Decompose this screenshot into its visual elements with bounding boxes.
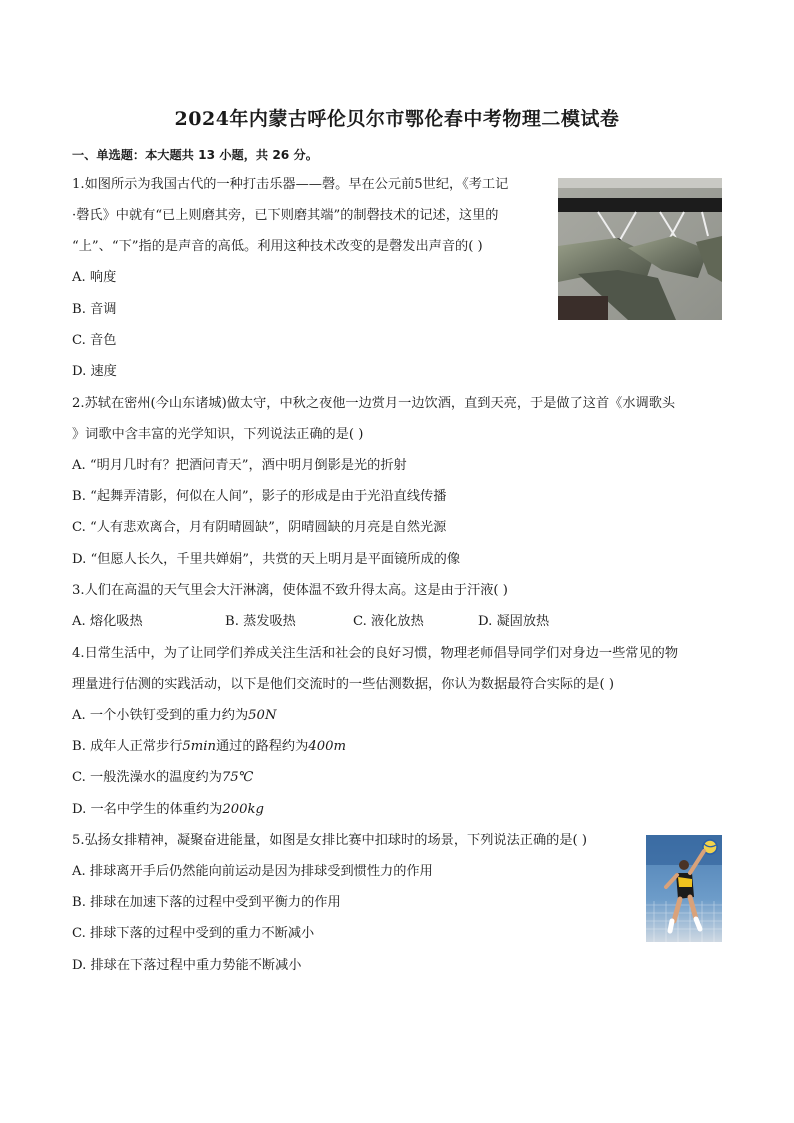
q4-option-d[interactable] [72,801,264,819]
q3-option-a[interactable]: A. 熔化吸热 [72,614,143,629]
q2-option-a[interactable]: A. “明月几时有？把酒问青天”，酒中明月倒影是光的折射 [72,458,407,473]
q4-option-b[interactable] [72,738,346,756]
q2-stem-line-2: 》词歌中含丰富的光学知识，下列说法正确的是( ) [72,427,364,442]
q4-option-b-text: B. 成年人正常步行 [72,739,183,754]
q5-option-c[interactable]: C. 排球下落的过程中受到的重力不断减小 [72,926,315,941]
q4-option-b-time: 5min [182,739,216,754]
q5-option-b[interactable]: B. 排球在加速下落的过程中受到平衡力的作用 [72,895,341,910]
q1-option-c[interactable]: C. 音色 [72,333,117,348]
q3-option-c[interactable]: C. 液化放热 [353,614,424,629]
q4-option-a-text: A. 一个小铁钉受到的重力约为 [72,708,249,723]
q3-option-b[interactable]: B. 蒸发吸热 [225,614,296,629]
q1-option-b[interactable]: B. 音调 [72,302,117,317]
q5-stem: 5.弘扬女排精神，凝聚奋进能量，如图是女排比赛中扣球时的场景，下列说法正确的是( ) [72,833,587,848]
q4-option-d-text: D. 一名中学生的体重约为 [72,802,223,817]
q2-option-c[interactable]: C. “人有悲欢离合，月有阴晴圆缺”，阴晴圆缺的月亮是自然光源 [72,520,447,535]
q1-stem-line-1: 1.如图所示为我国古代的一种打击乐器——磬。早在公元前5世纪，《考工记 [72,177,509,192]
q1-stem-line-2: ·磬氏》中就有“已上则磨其旁，已下则磨其端”的制磬技术的记述，这里的 [72,208,499,223]
q4-option-c-text: C. 一般洗澡水的温度约为 [72,770,222,785]
q5-option-a[interactable]: A. 排球离开手后仍然能向前运动是因为排球受到惯性力的作用 [72,864,433,879]
q1-option-a[interactable]: A. 响度 [72,270,117,285]
q2-stem-line-1: 2.苏轼在密州(今山东诸城)做太守，中秋之夜他一边赏月一边饮酒，直到天亮，于是做了这首《水调歌头 [72,396,676,411]
q4-option-b-text-2: 通过的路程约为 [216,739,309,754]
q2-option-d[interactable]: D. “但愿人长久，千里共婵娟”，共赏的天上明月是平面镜所成的像 [72,552,461,567]
volleyball-spike-image [646,835,722,942]
q4-option-c[interactable] [72,769,253,787]
q4-option-b-distance: 400m [308,739,346,754]
q2-option-b[interactable]: B. “起舞弄清影，何似在人间”，影子的形成是由于光沿直线传播 [72,489,447,504]
q4-option-a[interactable] [72,707,277,725]
section-heading: 一、单选题：本大题共 13 小题，共 26 分。 [72,148,318,162]
q4-stem-line-1: 4.日常生活中，为了让同学们养成关注生活和社会的良好习惯，物理老师倡导同学们对身边一些常见的物 [72,646,679,661]
chime-stones-image [558,178,722,320]
q5-option-d[interactable]: D. 排球在下落过程中重力势能不断减小 [72,958,302,973]
q1-option-d[interactable]: D. 速度 [72,364,117,379]
q4-option-c-value: 75℃ [221,770,254,785]
q4-option-a-value: 50N [248,708,277,723]
q4-stem-line-2: 理量进行估测的实践活动，以下是他们交流时的一些估测数据，你认为数据最符合实际的是( ) [72,677,614,692]
q4-option-d-value: 200kg [222,802,264,817]
q3-stem: 3.人们在高温的天气里会大汗淋漓，使体温不致升得太高。这是由于汗液( ) [72,583,508,598]
page-title: 2024年内蒙古呼伦贝尔市鄂伦春中考物理二模试卷 [174,108,620,130]
q3-option-d[interactable]: D. 凝固放热 [478,614,550,629]
q1-stem-line-3: “上”、“下”指的是声音的高低。利用这种技术改变的是磬发出声音的( ) [72,239,483,254]
